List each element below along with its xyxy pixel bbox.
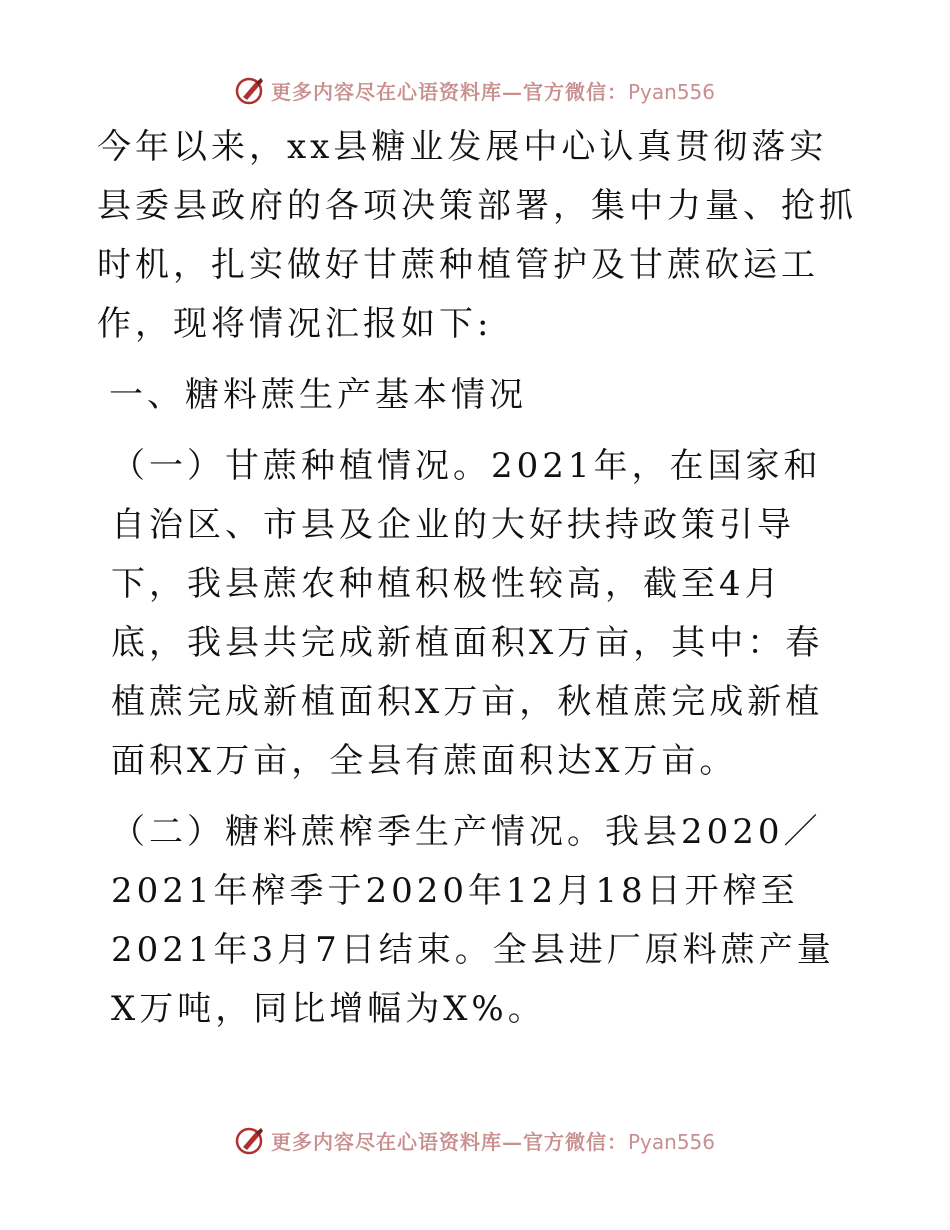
pen-seal-icon: [235, 1125, 265, 1155]
intro-paragraph: 今年以来，xx县糖业发展中心认真贯彻落实县委县政府的各项决策部署，集中力量、抢抓时机，扎实做好甘蔗种植管护及甘蔗砍运工作，现将情况汇报如下:: [97, 127, 857, 344]
header-watermark: [0, 70, 950, 110]
planting-paragraph: （一）甘蔗种植情况。2021年，在国家和自治区、市县及企业的大好扶持政策引导下，我县蔗农种植积极性较高，截至4月底，我县共完成新植面积X万亩，其中：春植蔗完成新植面积X万亩，秋植蔗完成新植面积X万亩，全县有蔗面积达X万亩。: [111, 446, 824, 781]
watermark-text: 更多内容尽在心语资料库—官方微信：Pyan556: [270, 79, 715, 104]
section-heading: 一、糖料蔗生产基本情况: [109, 375, 527, 415]
document-body: [97, 118, 857, 1039]
pressing-season-paragraph: （二）糖料蔗榨季生产情况。我县2020／2021年榨季于2020年12月18日开榨至2021年3月7日结束。全县进厂原料蔗产量X万吨，同比增幅为X%。: [111, 812, 835, 1029]
footer-watermark: [0, 1120, 950, 1160]
watermark-text: 更多内容尽在心语资料库—官方微信：Pyan556: [270, 1129, 715, 1154]
pen-seal-icon: [235, 75, 265, 105]
